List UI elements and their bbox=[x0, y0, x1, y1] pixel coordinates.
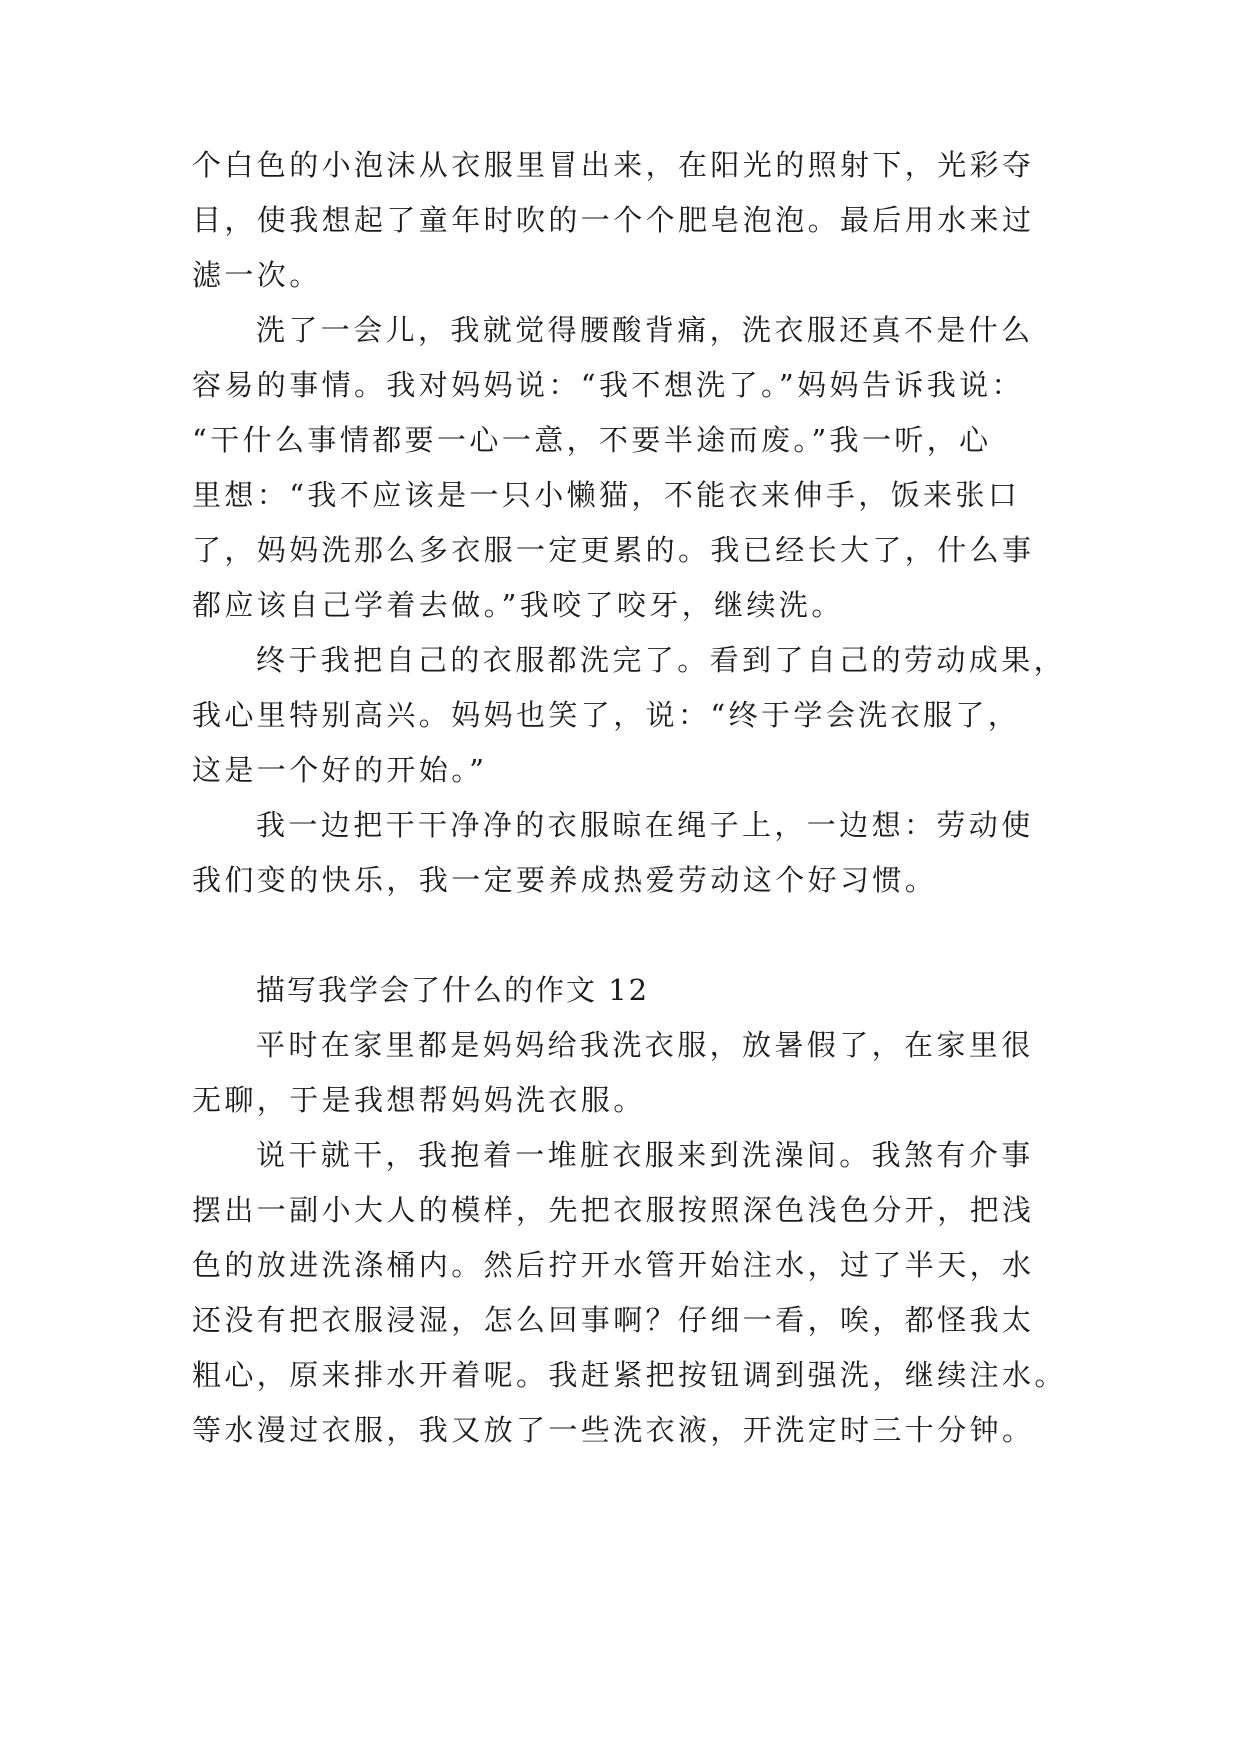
text-line: 里想：“我不应该是一只小懒猫，不能衣来伸手，饭来张口 bbox=[192, 478, 1021, 512]
text-line: 都应该自己学着去做。”我咬了咬牙，继续洗。 bbox=[192, 588, 844, 622]
text-line: 还没有把衣服浸湿，怎么回事啊？仔细一看，唉，都怪我太 bbox=[192, 1303, 1035, 1337]
text-line: 终于我把自己的衣服都洗完了。看到了自己的劳动成果， bbox=[256, 643, 1067, 677]
text-line: 我一边把干干净净的衣服晾在绳子上，一边想：劳动使 bbox=[256, 808, 1034, 842]
section-heading: 描写我学会了什么的作文 12 bbox=[256, 973, 650, 1007]
text-line: 这是一个好的开始。” bbox=[192, 753, 488, 787]
text-line: 滤一次。 bbox=[192, 258, 322, 292]
text-line: 摆出一副小大人的模样，先把衣服按照深色浅色分开，把浅 bbox=[192, 1193, 1035, 1227]
text-line: 我心里特别高兴。妈妈也笑了，说：“终于学会洗衣服了， bbox=[192, 698, 1021, 732]
text-line: 了，妈妈洗那么多衣服一定更累的。我已经长大了，什么事 bbox=[192, 533, 1035, 567]
text-line: 个白色的小泡沫从衣服里冒出来，在阳光的照射下，光彩夺 bbox=[192, 148, 1035, 182]
text-line: 目，使我想起了童年时吹的一个个肥皂泡泡。最后用水来过 bbox=[192, 203, 1035, 237]
text-line: 说干就干，我抱着一堆脏衣服来到洗澡间。我煞有介事 bbox=[256, 1138, 1034, 1172]
text-line: 容易的事情。我对妈妈说：“我不想洗了。”妈妈告诉我说： bbox=[192, 368, 1024, 402]
text-line: 等水漫过衣服，我又放了一些洗衣液，开洗定时三十分钟。 bbox=[192, 1413, 1035, 1447]
text-line: 洗了一会儿，我就觉得腰酸背痛，洗衣服还真不是什么 bbox=[256, 313, 1034, 347]
text-line: “干什么事情都要一心一意，不要半途而废。”我一听，心 bbox=[192, 423, 992, 457]
text-line: 我们变的快乐，我一定要养成热爱劳动这个好习惯。 bbox=[192, 863, 938, 897]
text-line: 无聊，于是我想帮妈妈洗衣服。 bbox=[192, 1083, 646, 1117]
text-line: 粗心，原来排水开着呢。我赶紧把按钮调到强洗，继续注水。 bbox=[192, 1358, 1067, 1392]
text-line: 色的放进洗涤桶内。然后拧开水管开始注水，过了半天，水 bbox=[192, 1248, 1035, 1282]
text-line: 平时在家里都是妈妈给我洗衣服，放暑假了，在家里很 bbox=[256, 1028, 1034, 1062]
